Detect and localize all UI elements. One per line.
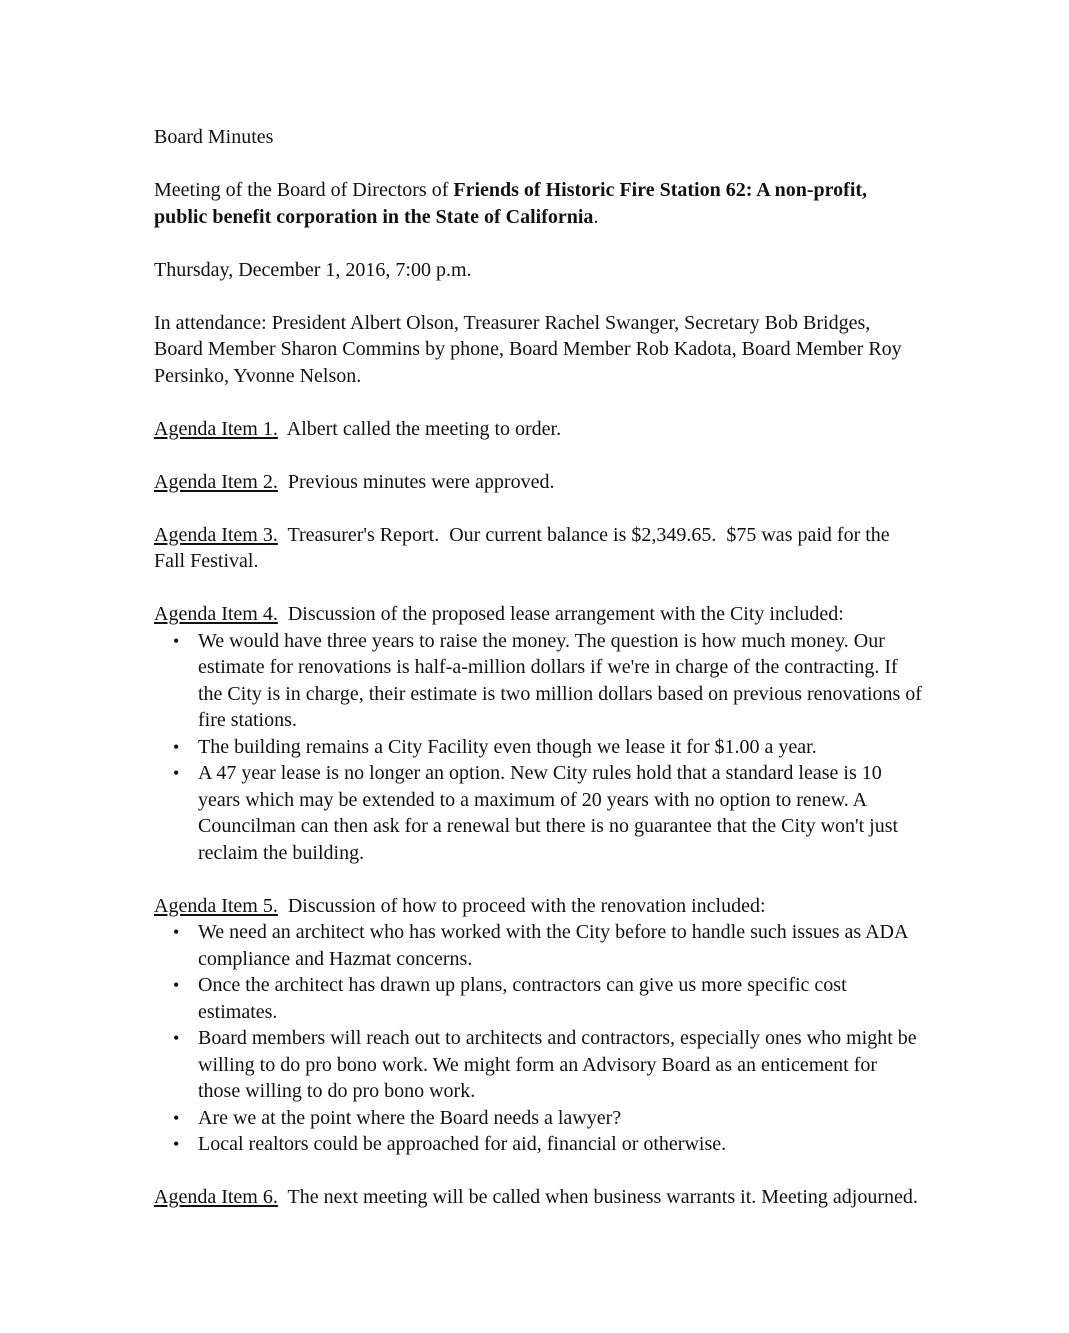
agenda-item-6 bbox=[154, 1184, 924, 1211]
agenda-item-2 bbox=[154, 469, 924, 496]
agenda-item-label: Agenda Item 1. bbox=[154, 417, 278, 440]
agenda-item-3 bbox=[154, 522, 924, 575]
agenda-item-text: Previous minutes were approved. bbox=[287, 470, 555, 493]
list-item: • Board members will reach out to architects and contractors, especially ones who might be willing to do pro bono work. We might form an Advisory Board as an enticement for those willing to do pro bono work. bbox=[154, 1025, 924, 1105]
agenda-item-text: Discussion of how to proceed with the renovation included: bbox=[287, 894, 766, 917]
list-item: • We need an architect who has worked with the City before to handle such issues as ADA compliance and Hazmat concerns. bbox=[154, 919, 924, 972]
agenda-item-label: Agenda Item 4. bbox=[154, 603, 278, 625]
document-page bbox=[154, 124, 924, 1237]
agenda-item-label: Agenda Item 2. bbox=[154, 470, 278, 493]
agenda-item-1 bbox=[154, 416, 924, 443]
meeting-intro bbox=[154, 177, 924, 230]
attendance: In attendance: President Albert Olson, Treasurer Rachel Swanger, Secretary Bob Bridges, Board Member Sharon Commins by phone, Board Member Rob Kadota, Board Member Roy Persinko, Yvonne Nelson. bbox=[154, 311, 902, 387]
meeting-intro-prefix: Meeting of the Board of Directors of bbox=[154, 179, 454, 201]
agenda-item-label: Agenda Item 3. bbox=[154, 523, 278, 546]
agenda-item-text: The next meeting will be called when business warrants it. Meeting adjourned. bbox=[287, 1186, 918, 1208]
agenda-item-label: Agenda Item 6. bbox=[154, 1186, 278, 1208]
list-item: • The building remains a City Facility even though we lease it for $1.00 a year. bbox=[154, 734, 924, 761]
meeting-intro-suffix: . bbox=[593, 205, 599, 228]
list-item: • Local realtors could be approached for aid, financial or otherwise. bbox=[154, 1131, 924, 1158]
agenda-item-4 bbox=[154, 601, 924, 628]
list-item: • A 47 year lease is no longer an option. New City rules hold that a standard lease is 10 years which may be extended to a maximum of 20 years with no option to renew. A Councilman can then ask for a renewal but there is no guarantee that the City won't just reclaim the building. bbox=[154, 760, 924, 866]
list-item: • Are we at the point where the Board needs a lawyer? bbox=[154, 1105, 924, 1132]
meeting-date-time: Thursday, December 1, 2016, 7:00 p.m. bbox=[154, 258, 472, 281]
list-item: • We would have three years to raise the money. The question is how much money. Our estimate for renovations is half-a-million dollars if we're in charge of the contracting. If the City is in charge, their estimate is two million dollars based on previous renovations of fire stations. bbox=[154, 628, 924, 734]
agenda-item-5-bullets bbox=[154, 919, 924, 1158]
agenda-item-text: Discussion of the proposed lease arrangement with the City included: bbox=[287, 603, 844, 625]
organization-name: Friends of Historic Fire Station 62: A non-profit, public benefit corporation in the State of California bbox=[154, 179, 868, 228]
document-title: Board Minutes bbox=[154, 126, 274, 148]
agenda-item-text: Albert called the meeting to order. bbox=[286, 417, 562, 440]
agenda-item-4-bullets bbox=[154, 628, 924, 867]
agenda-item-text: Treasurer's Report. Our current balance is $2,349.65. $75 was paid for the Fall Festival. bbox=[154, 523, 895, 572]
agenda-item-label: Agenda Item 5. bbox=[154, 894, 278, 917]
agenda-item-5 bbox=[154, 893, 924, 920]
list-item: • Once the architect has drawn up plans, contractors can give us more specific cost estimates. bbox=[154, 972, 924, 1025]
